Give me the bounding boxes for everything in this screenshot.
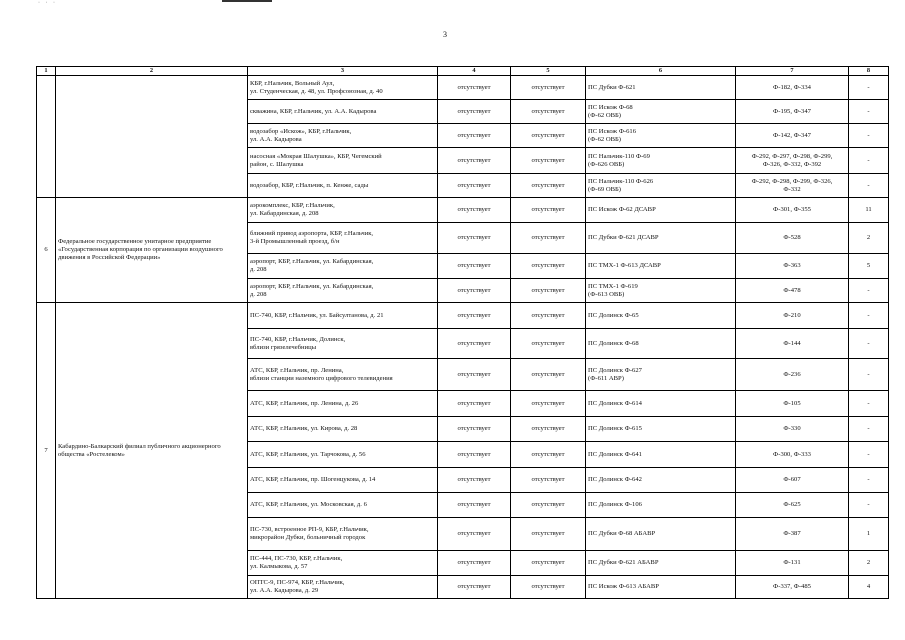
object-address-cell: АТС, КБР, г.Нальчик, пр. Ленина, вблизи станции наземного цифрового телевидения — [248, 359, 438, 391]
count-cell: 2 — [849, 223, 889, 254]
table-body — [37, 76, 889, 599]
status-cell-4: отсутствует — [438, 254, 511, 279]
status-cell-4: отсутствует — [438, 518, 511, 551]
status-cell-5: отсутствует — [511, 359, 586, 391]
status-cell-5: отсутствует — [511, 329, 586, 359]
count-cell: - — [849, 124, 889, 148]
count-cell: - — [849, 493, 889, 518]
scan-artifact-dots: · · · — [38, 0, 57, 6]
object-address-cell: ПС-730, встроенное РП-9, КБР, г.Нальчик, микрорайон Дубки, больничный городок — [248, 518, 438, 551]
feeders-cell: Ф-236 — [736, 359, 849, 391]
count-cell: - — [849, 329, 889, 359]
count-cell: - — [849, 417, 889, 442]
substation-feeder-cell: ПС Долинск Ф-614 — [586, 391, 736, 417]
substation-feeder-cell: ПС Дубки Ф-68 АБАВР — [586, 518, 736, 551]
status-cell-5: отсутствует — [511, 303, 586, 329]
object-address-cell: ближний привод аэропорта, КБР, г.Нальчик, 3-й Промышленный проезд, б/н — [248, 223, 438, 254]
col-header-4: 4 — [438, 67, 511, 76]
object-address-cell: АТС, КБР, г.Нальчик, пр. Шогенцукова, д. 14 — [248, 468, 438, 493]
organization-name — [56, 76, 248, 198]
feeders-cell: Ф-625 — [736, 493, 849, 518]
object-address-cell: аэропорт, КБР, г.Нальчик, ул. Кабардинская, д. 208 — [248, 279, 438, 303]
feeders-cell: Ф-210 — [736, 303, 849, 329]
substation-feeder-cell: ПС Долинск Ф-68 — [586, 329, 736, 359]
object-address-cell: ПС-444, ПС-730, КБР, г.Нальчик, ул. Калмыкова, д. 57 — [248, 551, 438, 576]
object-address-cell: АТС, КБР, г.Нальчик, ул. Московская, д. 6 — [248, 493, 438, 518]
status-cell-5: отсутствует — [511, 391, 586, 417]
group-number: 6 — [37, 198, 56, 303]
col-header-1: 1 — [37, 67, 56, 76]
feeders-cell: Ф-363 — [736, 254, 849, 279]
object-address-cell: водозабор «Искож», КБР, г.Нальчик, ул. А.А. Кадырова — [248, 124, 438, 148]
feeders-cell: Ф-330 — [736, 417, 849, 442]
feeders-cell: Ф-292, Ф-298, Ф-299, Ф-326, Ф-332 — [736, 174, 849, 198]
status-cell-4: отсутствует — [438, 303, 511, 329]
scan-artifact-line — [222, 0, 272, 2]
feeders-cell: Ф-131 — [736, 551, 849, 576]
object-address-cell: АТС, КБР, г.Нальчик, пр. Ленина, д. 26 — [248, 391, 438, 417]
object-address-cell: водозабор, КБР, г.Нальчик, п. Кенже, сады — [248, 174, 438, 198]
group-number — [37, 76, 56, 198]
substation-feeder-cell: ПС Дубки Ф-621 — [586, 76, 736, 100]
status-cell-4: отсутствует — [438, 551, 511, 576]
power-consumers-table — [36, 66, 889, 599]
count-cell: - — [849, 148, 889, 174]
count-cell: 1 — [849, 518, 889, 551]
substation-feeder-cell: ПС Долинск Ф-106 — [586, 493, 736, 518]
table-row — [37, 198, 889, 223]
feeders-cell: Ф-144 — [736, 329, 849, 359]
object-address-cell: насосная «Мокрая Шалушка», КБР, Чегемский район, с. Шалушка — [248, 148, 438, 174]
feeders-cell: Ф-337, Ф-485 — [736, 576, 849, 599]
count-cell: 4 — [849, 576, 889, 599]
count-cell: - — [849, 391, 889, 417]
status-cell-5: отсутствует — [511, 76, 586, 100]
object-address-cell: ПС-740, КБР, г.Нальчик, ул. Байсултанова, д. 21 — [248, 303, 438, 329]
substation-feeder-cell: ПС Нальчик-110 Ф-69 (Ф-626 ОВБ) — [586, 148, 736, 174]
status-cell-4: отсутствует — [438, 391, 511, 417]
feeders-cell: Ф-105 — [736, 391, 849, 417]
feeders-cell: Ф-142, Ф-347 — [736, 124, 849, 148]
count-cell: - — [849, 100, 889, 124]
group-number: 7 — [37, 303, 56, 599]
table-row — [37, 76, 889, 100]
status-cell-4: отсутствует — [438, 359, 511, 391]
substation-feeder-cell: ПС Искож Ф-62 ДСАВР — [586, 198, 736, 223]
col-header-6: 6 — [586, 67, 736, 76]
status-cell-4: отсутствует — [438, 198, 511, 223]
object-address-cell: ПС-740, КБР, г.Нальчик, Долинск, вблизи грязелечебницы — [248, 329, 438, 359]
feeders-cell: Ф-528 — [736, 223, 849, 254]
object-address-cell: АТС, КБР, г.Нальчик, ул. Тарчокова, д. 56 — [248, 442, 438, 468]
object-address-cell: ОПТС-9, ПС-974, КБР, г.Нальчик, ул. А.А. Кадырова, д. 29 — [248, 576, 438, 599]
status-cell-5: отсутствует — [511, 100, 586, 124]
col-header-7: 7 — [736, 67, 849, 76]
status-cell-5: отсутствует — [511, 279, 586, 303]
status-cell-5: отсутствует — [511, 254, 586, 279]
substation-feeder-cell: ПС Долинск Ф-627 (Ф-611 АВР) — [586, 359, 736, 391]
status-cell-4: отсутствует — [438, 174, 511, 198]
status-cell-5: отсутствует — [511, 518, 586, 551]
status-cell-4: отсутствует — [438, 100, 511, 124]
substation-feeder-cell: ПС Долинск Ф-65 — [586, 303, 736, 329]
count-cell: 11 — [849, 198, 889, 223]
status-cell-5: отсутствует — [511, 223, 586, 254]
col-header-8: 8 — [849, 67, 889, 76]
substation-feeder-cell: ПС ТМХ-1 Ф-613 ДСАВР — [586, 254, 736, 279]
status-cell-5: отсутствует — [511, 198, 586, 223]
status-cell-5: отсутствует — [511, 468, 586, 493]
status-cell-5: отсутствует — [511, 493, 586, 518]
feeders-cell: Ф-182, Ф-334 — [736, 76, 849, 100]
status-cell-5: отсутствует — [511, 442, 586, 468]
count-cell: - — [849, 442, 889, 468]
page-number: 3 — [443, 30, 447, 39]
count-cell: - — [849, 468, 889, 493]
substation-feeder-cell: ПС Долинск Ф-641 — [586, 442, 736, 468]
status-cell-4: отсутствует — [438, 279, 511, 303]
count-cell: - — [849, 174, 889, 198]
feeders-cell: Ф-387 — [736, 518, 849, 551]
count-cell: 2 — [849, 551, 889, 576]
substation-feeder-cell: ПС Нальчик-110 Ф-626 (Ф-69 ОВБ) — [586, 174, 736, 198]
feeders-cell: Ф-195, Ф-347 — [736, 100, 849, 124]
object-address-cell: КБР, г.Нальчик, Вольный Аул, ул. Студенческая, д. 48, ул. Профсоюзная, д. 40 — [248, 76, 438, 100]
status-cell-5: отсутствует — [511, 124, 586, 148]
status-cell-4: отсутствует — [438, 329, 511, 359]
status-cell-4: отсутствует — [438, 76, 511, 100]
status-cell-4: отсутствует — [438, 223, 511, 254]
status-cell-4: отсутствует — [438, 417, 511, 442]
organization-name: Федеральное государственное унитарное предприятие «Государственная корпорация по организации воздушного движения в Российской Федерации» — [56, 198, 248, 303]
substation-feeder-cell: ПС Долинск Ф-642 — [586, 468, 736, 493]
status-cell-4: отсутствует — [438, 148, 511, 174]
feeders-cell: Ф-478 — [736, 279, 849, 303]
status-cell-4: отсутствует — [438, 442, 511, 468]
col-header-3: 3 — [248, 67, 438, 76]
status-cell-5: отсутствует — [511, 174, 586, 198]
count-cell: - — [849, 303, 889, 329]
feeders-cell: Ф-300, Ф-333 — [736, 442, 849, 468]
col-header-5: 5 — [511, 67, 586, 76]
status-cell-5: отсутствует — [511, 551, 586, 576]
status-cell-4: отсутствует — [438, 124, 511, 148]
substation-feeder-cell: ПС Дубки Ф-621 ДСАВР — [586, 223, 736, 254]
substation-feeder-cell: ПС Искож Ф-613 АБАВР — [586, 576, 736, 599]
substation-feeder-cell: ПС Искож Ф-68 (Ф-62 ОВБ) — [586, 100, 736, 124]
feeders-cell: Ф-301, Ф-355 — [736, 198, 849, 223]
object-address-cell: скважина, КБР, г.Нальчик, ул. А.А. Кадырова — [248, 100, 438, 124]
column-number-row — [37, 67, 889, 76]
status-cell-4: отсутствует — [438, 493, 511, 518]
count-cell: 5 — [849, 254, 889, 279]
status-cell-5: отсутствует — [511, 148, 586, 174]
status-cell-4: отсутствует — [438, 468, 511, 493]
object-address-cell: АТС, КБР, г.Нальчик, ул. Кирова, д. 28 — [248, 417, 438, 442]
status-cell-5: отсутствует — [511, 417, 586, 442]
substation-feeder-cell: ПС Искож Ф-616 (Ф-62 ОВБ) — [586, 124, 736, 148]
count-cell: - — [849, 279, 889, 303]
status-cell-5: отсутствует — [511, 576, 586, 599]
object-address-cell: аэропорт, КБР, г.Нальчик, ул. Кабардинская, д. 208 — [248, 254, 438, 279]
organization-name: Кабардино-Балкарский филиал публичного акционерного общества «Ростелеком» — [56, 303, 248, 599]
col-header-2: 2 — [56, 67, 248, 76]
status-cell-4: отсутствует — [438, 576, 511, 599]
substation-feeder-cell: ПС Долинск Ф-615 — [586, 417, 736, 442]
object-address-cell: аэрокомплекс, КБР, г.Нальчик, ул. Кабардинская, д. 208 — [248, 198, 438, 223]
substation-feeder-cell: ПС ТМХ-1 Ф-619 (Ф-613 ОВБ) — [586, 279, 736, 303]
count-cell: - — [849, 359, 889, 391]
feeders-cell: Ф-292, Ф-297, Ф-298, Ф-299, Ф-326, Ф-332, Ф-392 — [736, 148, 849, 174]
count-cell: - — [849, 76, 889, 100]
feeders-cell: Ф-607 — [736, 468, 849, 493]
substation-feeder-cell: ПС Дубки Ф-621 АБАВР — [586, 551, 736, 576]
table-row — [37, 303, 889, 329]
